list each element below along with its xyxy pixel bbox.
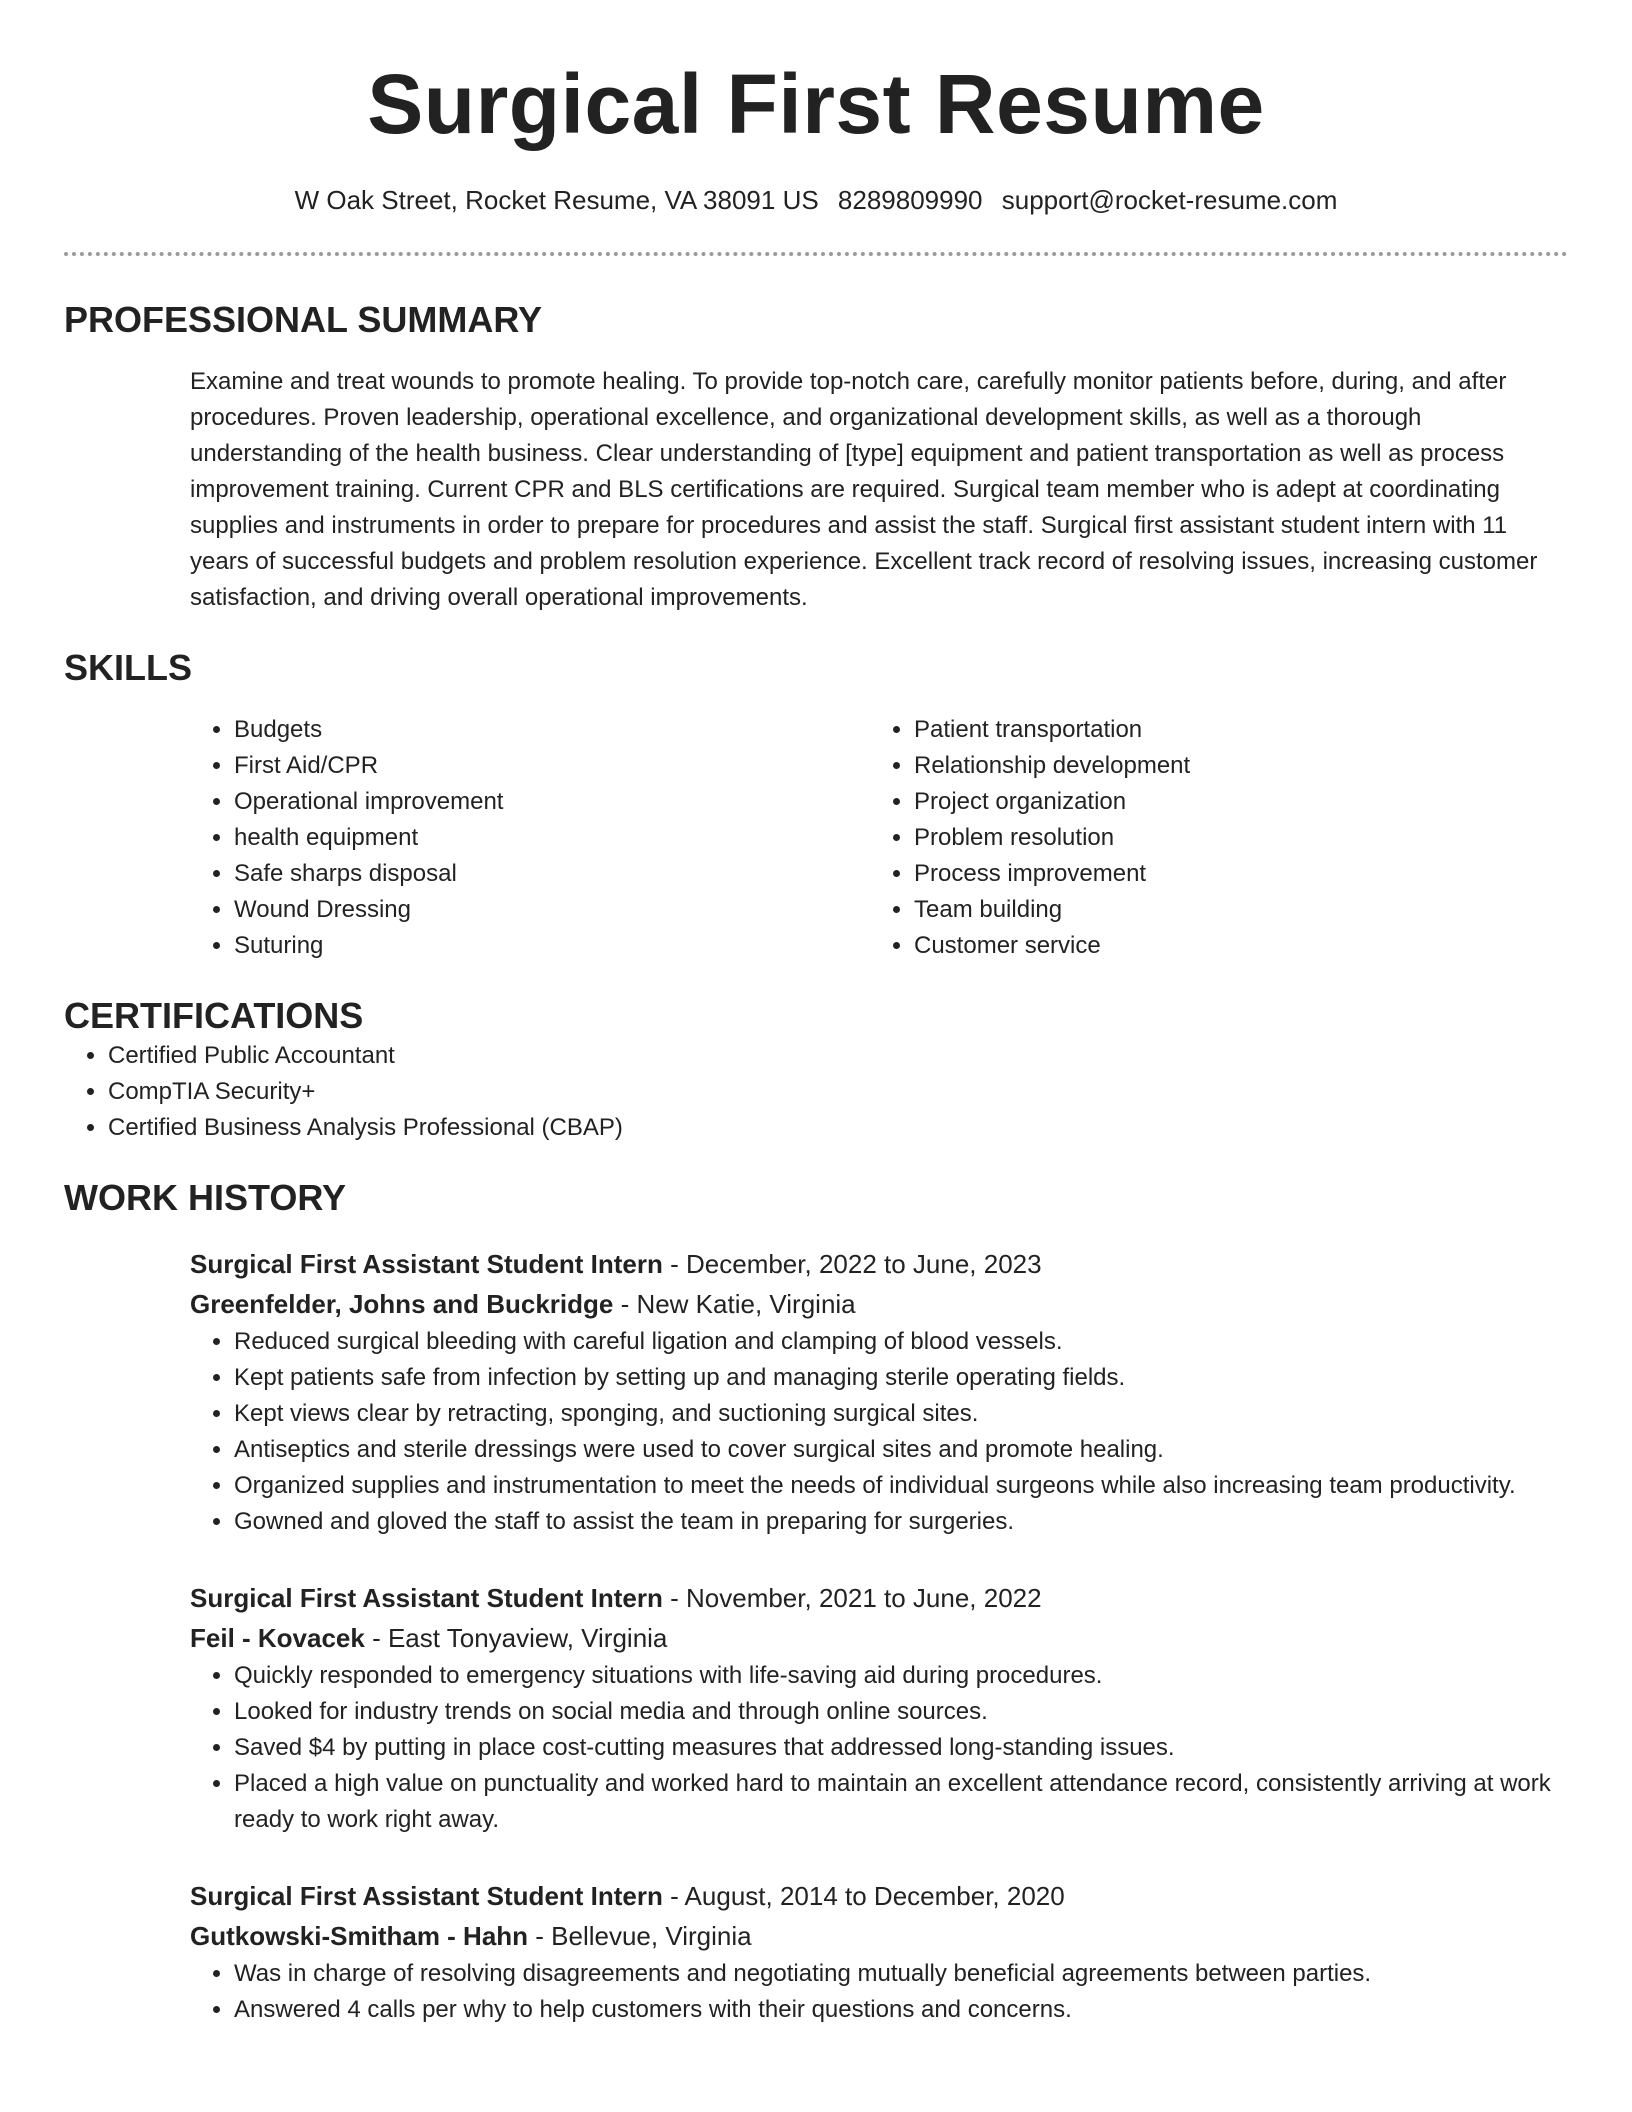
job-title-line [190, 1244, 1568, 1284]
skill-item: • Safe sharps disposal [234, 856, 870, 892]
job-bullets [190, 1324, 1568, 1540]
resume-header [64, 0, 1568, 218]
work-history-heading: WORK HISTORY [64, 1177, 347, 1218]
summary-heading: PROFESSIONAL SUMMARY [64, 299, 543, 340]
certification-item: • CompTIA Security+ [108, 1074, 1568, 1110]
work-history-section [64, 1176, 1568, 2028]
skill-item: • health equipment [234, 820, 870, 856]
certification-item: • Certified Business Analysis Professional (CBAP) [108, 1110, 1568, 1146]
contact-address: W Oak Street, Rocket Resume, VA 38091 US [294, 185, 819, 215]
skill-item: • Team building [914, 892, 1550, 928]
certifications-heading: CERTIFICATIONS [64, 995, 364, 1036]
skill-item: • Wound Dressing [234, 892, 870, 928]
job-title: Surgical First Assistant Student Intern [190, 1583, 663, 1613]
job-dates: - November, 2021 to June, 2022 [662, 1583, 1042, 1613]
skill-item: • Process improvement [914, 856, 1550, 892]
job-bullet: • Placed a high value on punctuality and worked hard to maintain an excellent attendance record, consistently arriving at work ready to work right away. [234, 1766, 1568, 1838]
certification-item: • Certified Public Accountant [108, 1038, 1568, 1074]
job-dates: - December, 2022 to June, 2023 [662, 1249, 1042, 1279]
job-bullet: • Kept patients safe from infection by setting up and managing sterile operating fields. [234, 1360, 1568, 1396]
job-bullet: • Looked for industry trends on social media and through online sources. [234, 1694, 1568, 1730]
skill-item: • Relationship development [914, 748, 1550, 784]
job-bullet: • Quickly responded to emergency situations with life-saving aid during procedures. [234, 1658, 1568, 1694]
job-dates: - August, 2014 to December, 2020 [662, 1881, 1065, 1911]
job-company-line [190, 1916, 1568, 1956]
job-title-line [190, 1876, 1568, 1916]
skill-item: • Patient transportation [914, 712, 1550, 748]
skill-item: • Problem resolution [914, 820, 1550, 856]
job-location: - New Katie, Virginia [613, 1289, 856, 1319]
job-bullet: • Antiseptics and sterile dressings were used to cover surgical sites and promote healing. [234, 1432, 1568, 1468]
job-bullet: • Answered 4 calls per why to help customers with their questions and concerns. [234, 1992, 1568, 2028]
job-bullet: • Was in charge of resolving disagreements and negotiating mutually beneficial agreements between parties. [234, 1956, 1568, 1992]
job-company: Greenfelder, Johns and Buckridge [190, 1289, 614, 1319]
job-bullets [190, 1956, 1568, 2028]
skill-item: • Suturing [234, 928, 870, 964]
skill-item: • Operational improvement [234, 784, 870, 820]
job-bullet: • Kept views clear by retracting, sponging, and suctioning surgical sites. [234, 1396, 1568, 1432]
summary-section [64, 298, 1568, 616]
job-entry [190, 1578, 1568, 1838]
job-bullet: • Gowned and gloved the staff to assist the team in preparing for surgeries. [234, 1504, 1568, 1540]
skill-item: • Customer service [914, 928, 1550, 964]
job-bullets [190, 1658, 1568, 1838]
job-bullet: • Reduced surgical bleeding with careful ligation and clamping of blood vessels. [234, 1324, 1568, 1360]
certifications-list [64, 1038, 1568, 1146]
job-bullet: • Organized supplies and instrumentation to meet the needs of individual surgeons while also increasing team productivity. [234, 1468, 1568, 1504]
job-company-line [190, 1284, 1568, 1324]
header-divider [64, 252, 1568, 256]
skills-list-left [190, 712, 870, 964]
job-company-line [190, 1618, 1568, 1658]
skill-item: • Budgets [234, 712, 870, 748]
skill-item: • First Aid/CPR [234, 748, 870, 784]
job-title-line [190, 1578, 1568, 1618]
job-entry [190, 1244, 1568, 1540]
skills-heading: SKILLS [64, 647, 193, 688]
contact-line [64, 182, 1568, 218]
contact-email: support@rocket-resume.com [1001, 185, 1338, 215]
job-entry [190, 1876, 1568, 2028]
certifications-section [64, 994, 1568, 1146]
job-location: - Bellevue, Virginia [528, 1921, 752, 1951]
contact-phone: 8289809990 [837, 185, 983, 215]
job-company: Feil - Kovacek [190, 1623, 365, 1653]
job-title: Surgical First Assistant Student Intern [190, 1881, 663, 1911]
job-title: Surgical First Assistant Student Intern [190, 1249, 663, 1279]
skill-item: • Project organization [914, 784, 1550, 820]
job-company: Gutkowski-Smitham - Hahn [190, 1921, 529, 1951]
skills-section [64, 646, 1568, 964]
skills-grid [190, 712, 1568, 964]
resume-title: Surgical First Resume [367, 57, 1265, 151]
job-location: - East Tonyaview, Virginia [364, 1623, 668, 1653]
skills-list-right [870, 712, 1550, 964]
summary-text: Examine and treat wounds to promote healing. To provide top-notch care, carefully monitor patients before, during, and after procedures. Proven leadership, operational excellence, and organizational development skills, as well as a thorough understanding of the health business. Clear understanding of [type] equipment and patient transportation as well as process improvement training. Current CPR and BLS certifications are required. Surgical team member who is adept at coordinating supplies and instruments in order to prepare for procedures and assist the staff. Surgical first assistant student intern with 11 years of successful budgets and problem resolution experience. Excellent track record of resolving issues, increasing customer satisfaction, and driving overall operational improvements. [190, 368, 1538, 611]
job-bullet: • Saved $4 by putting in place cost-cutting measures that addressed long-standing issues. [234, 1730, 1568, 1766]
